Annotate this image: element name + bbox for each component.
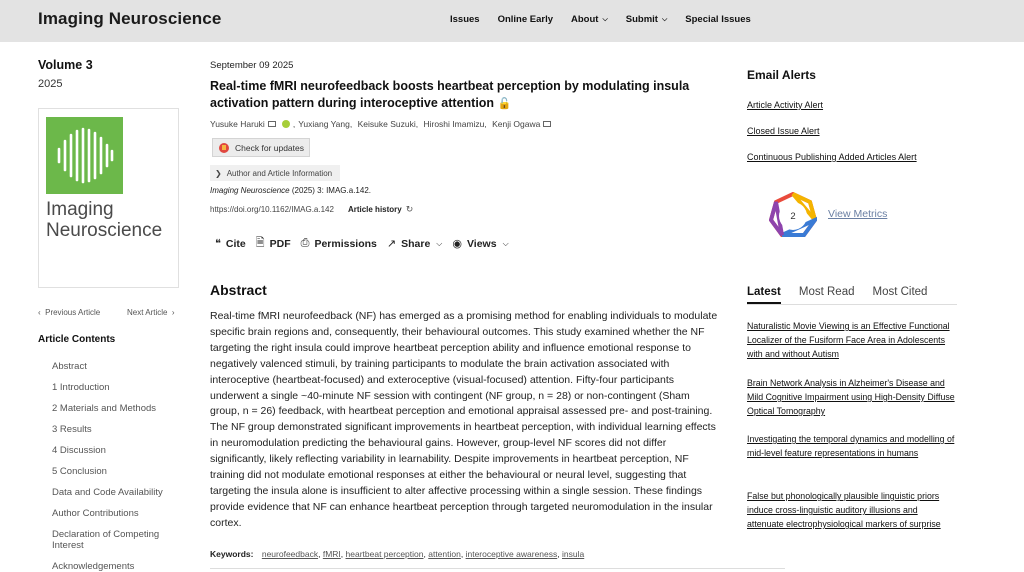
doi-row [210, 204, 413, 215]
latest-article-link[interactable]: Naturalistic Movie Viewing is an Effective Functional Localizer of the Fusiform Face Area in Adolescents with and without Autism [747, 321, 950, 359]
latest-article-link[interactable]: Investigating the temporal dynamics and modelling of mid-level feature representations in humans [747, 434, 955, 458]
nav-label: Special Issues [685, 14, 751, 25]
site-brand[interactable]: Imaging Neuroscience [38, 9, 222, 28]
crossmark-icon [219, 143, 229, 153]
closed-issue-alert-link[interactable]: Closed Issue Alert [747, 126, 820, 136]
cite-button[interactable] [215, 237, 246, 250]
email-icon[interactable] [543, 121, 551, 127]
cover-title [46, 199, 162, 241]
nav-label: Submit [625, 14, 658, 25]
tab-latest[interactable]: Latest [747, 286, 781, 304]
nav-label: Issues [450, 14, 480, 25]
keyword-link[interactable]: neurofeedback [261, 549, 319, 559]
nav-submit[interactable] [626, 14, 668, 25]
share-icon: ↗ [386, 238, 397, 250]
eye-icon: ◉ [452, 238, 462, 250]
author-name[interactable]: Yuxiang Yang [298, 119, 350, 129]
printer-icon: ⎙ [300, 237, 310, 249]
pdf-label: PDF [269, 237, 291, 250]
abstract-text: Real-time fMRI neurofeedback (NF) has emerged as a promising method for enabling individuals to modulate specific brain regions and, consequently, their behavioural outcomes. This study examined whether the NF targeting the right insula could improve heartbeat perception ability and influence emotional response to negatively valenced stimuli, by training participants to modulate the brain activation associated with interoceptive (heartbeat-focused) and exteroceptive (visual-focused) attention. Fifty-four participants underwent a single ~40-minute NF session with contingent (NF group, n = 28) or non-contingent (Sham group, n = 26) feedback, with heartbeat perception and emotional appraisal assessed pre- and post-training. The NF group demonstrated significant improvements in heartbeat perception, with individual learning effects in neuromodulation predicting the behavioural gains. However, group-level NF scores did not differ significantly, likely reflecting variability in learnability. Despite improvements in heartbeat perception, NF training did not modulate emotional responses at either the behavioural or neural level, suggesting that targeting the insula alone is insufficient to alter affective processing within a single session. These findings provide evidence that NF can enhance heartbeat perception through targeted neuromodulation in the insular cortex. [210, 310, 718, 529]
permissions-button[interactable] [301, 237, 377, 250]
nav-online-early[interactable] [498, 14, 553, 25]
share-label: Share [401, 237, 431, 250]
cover-logo [46, 117, 123, 194]
author-info-toggle[interactable] [210, 165, 340, 181]
article-toolbar [215, 234, 519, 253]
chevron-right-icon: ❯ [215, 168, 222, 178]
toc-item[interactable]: 3 Results [52, 424, 92, 435]
nav-label: Online Early [497, 14, 554, 25]
toc-item[interactable]: 5 Conclusion [52, 466, 107, 477]
author-info-label: Author and Article Information [226, 168, 333, 178]
author-name[interactable]: Kenji Ogawa [492, 119, 541, 129]
check-for-updates-button[interactable] [212, 138, 310, 157]
toc-item[interactable]: 1 Introduction [52, 382, 110, 393]
right-column [747, 68, 957, 529]
quote-icon: ❝ [215, 238, 221, 250]
author-name[interactable]: Yusuke Haruki [210, 119, 265, 129]
site-header [0, 0, 1024, 42]
share-button[interactable] [387, 237, 442, 250]
article-title [210, 78, 730, 113]
article-title-text: Real-time fMRI neurofeedback boosts heartbeat perception by modulating insula activation pattern during interoceptive attention [210, 79, 690, 110]
tab-most-read[interactable]: Most Read [798, 286, 855, 298]
divider [210, 568, 785, 569]
main-nav [450, 14, 769, 25]
toc-item[interactable]: 2 Materials and Methods [52, 403, 157, 414]
chevron-down-icon: ⌵ [602, 15, 608, 23]
orcid-icon[interactable] [282, 120, 290, 128]
history-clock-icon[interactable]: ↻ [405, 204, 414, 214]
chevron-down-icon: ⌵ [661, 15, 668, 23]
dimensions-badge[interactable] [769, 192, 817, 240]
author-name[interactable]: Keisuke Suzuki [357, 119, 416, 129]
left-column [38, 58, 188, 572]
tabs-divider [747, 304, 957, 305]
year-label: 2025 [38, 78, 63, 90]
keywords-label: Keywords: [210, 549, 254, 559]
keyword-link[interactable]: attention [428, 549, 461, 559]
previous-article-link[interactable]: ‹ Previous Article [38, 308, 101, 317]
keyword-link[interactable]: interoceptive awareness [465, 549, 558, 559]
toc-item[interactable]: Acknowledgements [52, 561, 135, 572]
author-list: Yusuke Haruki , Yuxiang Yang , Keisuke Suzuki , Hiroshi Imamizu , Kenji Ogawa [210, 119, 730, 129]
cover-title-line: Imaging [46, 199, 114, 220]
citation-line [210, 186, 371, 195]
tab-most-cited[interactable]: Most Cited [872, 286, 928, 298]
email-icon[interactable] [268, 121, 276, 127]
abstract-heading: Abstract [210, 282, 267, 298]
article-main [210, 60, 730, 559]
citation-journal: Imaging Neuroscience [210, 186, 290, 195]
pdf-button[interactable] [256, 234, 291, 253]
email-alerts-heading: Email Alerts [747, 68, 816, 82]
latest-article-link[interactable]: False but phonologically plausible linguistic priors induce cross-linguistic auditory illusions and attenuate electrophysiological markers of surprise [747, 491, 941, 529]
keywords-row: Keywords: neurofeedback, fMRI, heartbeat perception, attention, interoceptive awareness, insula [210, 549, 585, 559]
toc-item[interactable]: Abstract [52, 361, 87, 372]
toc-item[interactable]: Declaration of Competing Interest [52, 529, 160, 551]
cover-title-line: Neuroscience [46, 220, 163, 241]
volume-label[interactable]: Volume 3 [38, 58, 93, 72]
cite-label: Cite [225, 237, 246, 250]
previous-label: Previous Article [45, 308, 101, 317]
waveform-icon [46, 117, 123, 194]
nav-special-issues[interactable] [685, 14, 750, 25]
continuous-publishing-alert-link[interactable]: Continuous Publishing Added Articles Alert [747, 152, 917, 162]
author-name[interactable]: Hiroshi Imamizu [423, 119, 485, 129]
view-metrics-link[interactable]: View Metrics [828, 208, 888, 220]
toc-item[interactable]: Author Contributions [52, 508, 139, 519]
next-label: Next Article [127, 308, 168, 317]
permissions-label: Permissions [314, 237, 377, 250]
doi-link[interactable]: https://doi.org/10.1162/IMAG.a.142 [210, 205, 334, 214]
open-access-icon: 🔓 [497, 98, 512, 110]
chevron-down-icon: ⌵ [502, 238, 509, 248]
journal-cover[interactable] [38, 108, 179, 288]
views-button[interactable] [452, 237, 508, 250]
toc-item[interactable]: Data and Code Availability [52, 487, 163, 498]
nav-issues[interactable] [450, 14, 480, 25]
keyword-link[interactable]: fMRI [322, 549, 341, 559]
article-history-button[interactable]: Article history [347, 205, 402, 214]
metric-count: 2 [790, 210, 796, 222]
nav-about[interactable] [571, 14, 608, 25]
toc-item[interactable]: 4 Discussion [52, 445, 106, 456]
article-contents-title: Article Contents [38, 334, 116, 345]
next-article-link[interactable]: Next Article › [127, 308, 175, 317]
check-updates-label: Check for updates [235, 142, 304, 153]
table-of-contents [52, 361, 182, 572]
publication-date: September 09 2025 [210, 60, 294, 71]
nav-label: About [571, 14, 599, 25]
views-label: Views [466, 237, 497, 250]
article-activity-alert-link[interactable]: Article Activity Alert [747, 100, 824, 110]
keyword-link[interactable]: insula [562, 549, 585, 559]
article-list-tabs [747, 286, 957, 304]
pdf-icon: 🗎 [255, 237, 265, 249]
keyword-link[interactable]: heartbeat perception [345, 549, 424, 559]
latest-article-link[interactable]: Brain Network Analysis in Alzheimer's Disease and Mild Cognitive Impairment using High-Density Diffuse Optical Tomography [747, 378, 955, 416]
chevron-down-icon: ⌵ [436, 238, 443, 248]
citation-details: (2025) 3: IMAG.a.142. [289, 186, 371, 195]
